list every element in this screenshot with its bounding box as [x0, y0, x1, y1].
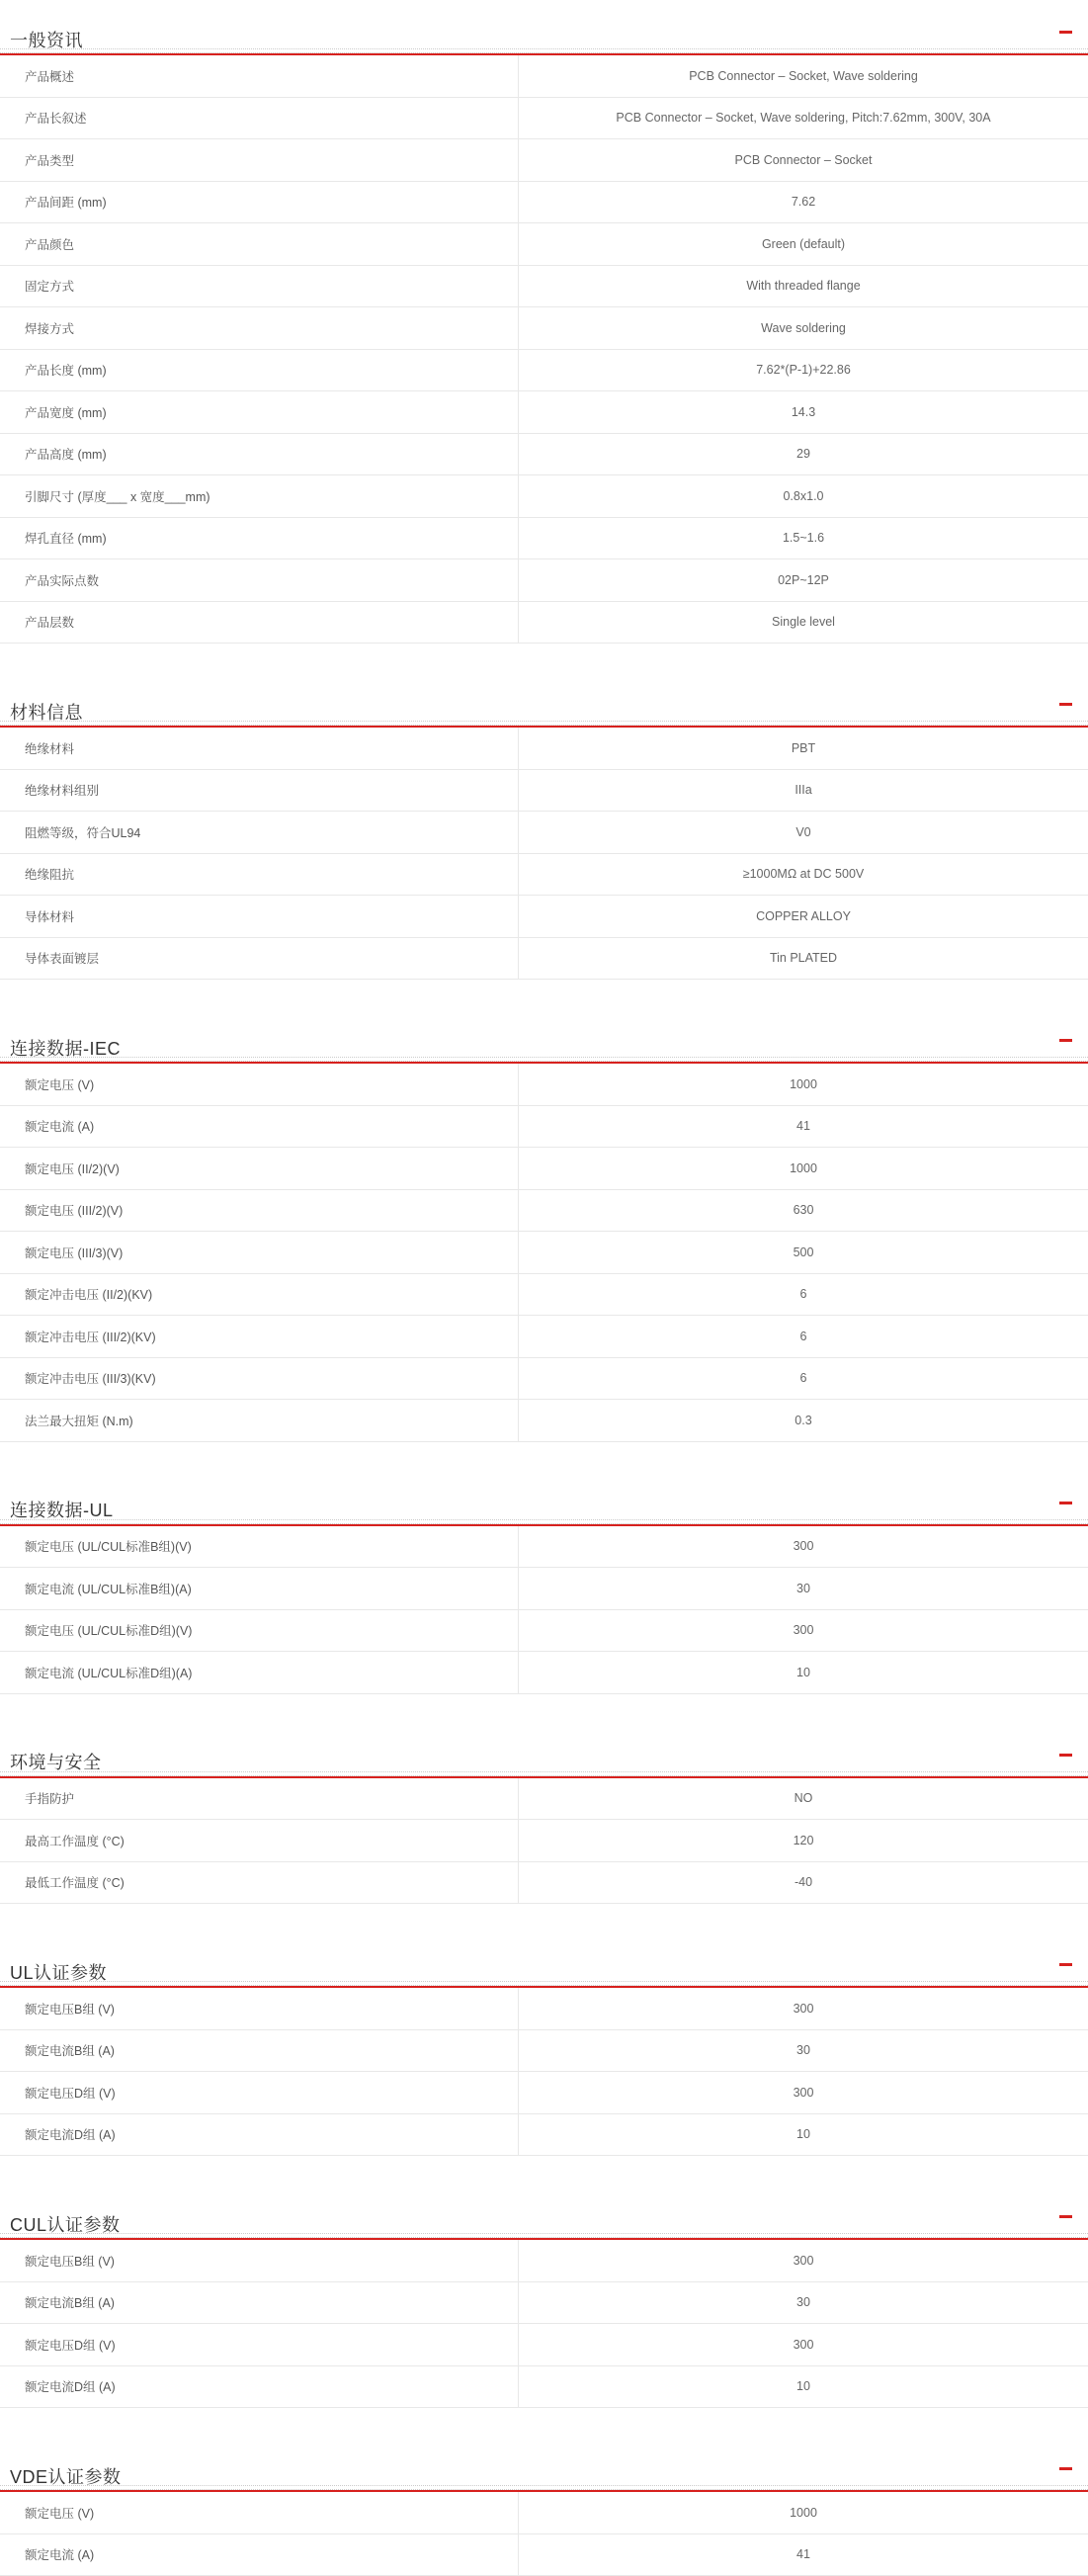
- spec-value: ≥1000MΩ at DC 500V: [742, 867, 865, 882]
- spec-row: [0, 2366, 1088, 2409]
- spec-row: [0, 812, 1088, 854]
- spec-label: 导体材料: [0, 896, 519, 937]
- spec-value: 1000: [790, 1076, 817, 1091]
- spec-label: 额定电压D组 (V): [0, 2072, 519, 2113]
- spec-label: 额定电压 (II/2)(V): [0, 1148, 519, 1189]
- spec-table: [0, 728, 1088, 980]
- spec-value: NO: [794, 1791, 813, 1806]
- spec-value: 300: [793, 2253, 814, 2268]
- spec-row: [0, 1568, 1088, 1610]
- spec-row: [0, 2282, 1088, 2325]
- section-header: [0, 1015, 1088, 1057]
- spec-row: [0, 1232, 1088, 1274]
- spec-section-general-info: [0, 7, 1088, 644]
- spec-label: 最高工作温度 (°C): [0, 1820, 519, 1861]
- spec-label: 额定冲击电压 (II/2)(KV): [0, 1274, 519, 1316]
- spec-row: [0, 518, 1088, 560]
- spec-value: 300: [793, 2001, 814, 2016]
- spec-row: [0, 266, 1088, 308]
- spec-row: [0, 1820, 1088, 1862]
- section-header: [0, 1730, 1088, 1771]
- spec-value: COPPER ALLOY: [756, 908, 851, 923]
- spec-row: [0, 350, 1088, 392]
- spec-value: 300: [793, 2085, 814, 2100]
- spec-section-cul-cert-params: [0, 2191, 1088, 2408]
- spec-value: 02P~12P: [778, 572, 829, 587]
- spec-section-connection-data-ul: [0, 1478, 1088, 1694]
- spec-value: 0.3: [795, 1413, 812, 1427]
- spec-label: 引脚尺寸 (厚度___ x 宽度___mm): [0, 475, 519, 517]
- spec-label: 额定电压 (V): [0, 2492, 519, 2533]
- spec-row: [0, 1778, 1088, 1821]
- spec-label: 绝缘阻抗: [0, 854, 519, 896]
- spec-label: 额定冲击电压 (III/2)(KV): [0, 1316, 519, 1357]
- section-title: 材料信息: [10, 702, 83, 723]
- spec-label: 额定电压 (V): [0, 1064, 519, 1105]
- spec-label: 额定电压 (UL/CUL标准B组)(V): [0, 1526, 519, 1568]
- collapse-minus-icon[interactable]: [1059, 1039, 1072, 1042]
- spec-row: [0, 98, 1088, 140]
- spec-row: [0, 1610, 1088, 1653]
- spec-row: [0, 1106, 1088, 1149]
- spec-row: [0, 728, 1088, 770]
- spec-table: [0, 1988, 1088, 2156]
- spec-label: 产品长度 (mm): [0, 350, 519, 391]
- spec-section-vde-cert-params: [0, 2444, 1088, 2576]
- spec-label: 产品类型: [0, 139, 519, 181]
- spec-row: [0, 2030, 1088, 2073]
- spec-row: [0, 1358, 1088, 1401]
- spec-value: Tin PLATED: [769, 951, 838, 966]
- spec-label: 额定电流B组 (A): [0, 2282, 519, 2324]
- spec-row: [0, 896, 1088, 938]
- spec-value: PCB Connector – Socket, Wave soldering: [689, 68, 918, 83]
- spec-row: [0, 223, 1088, 266]
- spec-section-material-info: [0, 679, 1088, 980]
- spec-label: 产品实际点数: [0, 559, 519, 601]
- spec-row: [0, 938, 1088, 981]
- spec-value: Wave soldering: [761, 320, 846, 335]
- spec-table: [0, 55, 1088, 644]
- spec-section-environment-safety: [0, 1730, 1088, 1905]
- spec-label: 焊孔直径 (mm): [0, 518, 519, 559]
- spec-label: 最低工作温度 (°C): [0, 1862, 519, 1904]
- spec-row: [0, 1148, 1088, 1190]
- section-title: 连接数据-IEC: [10, 1038, 121, 1059]
- spec-table: [0, 2492, 1088, 2576]
- spec-value: 300: [793, 1539, 814, 1554]
- spec-label: 额定冲击电压 (III/3)(KV): [0, 1358, 519, 1400]
- spec-label: 焊接方式: [0, 307, 519, 349]
- spec-value: 7.62: [791, 195, 816, 210]
- spec-label: 产品颜色: [0, 223, 519, 265]
- section-header: [0, 1478, 1088, 1519]
- collapse-minus-icon[interactable]: [1059, 2215, 1072, 2218]
- spec-row: [0, 1652, 1088, 1694]
- spec-value: With threaded flange: [746, 279, 861, 294]
- spec-label: 产品长叙述: [0, 98, 519, 139]
- spec-value: 7.62*(P-1)+22.86: [756, 363, 851, 378]
- collapse-minus-icon[interactable]: [1059, 703, 1072, 706]
- spec-label: 额定电流 (UL/CUL标准B组)(A): [0, 1568, 519, 1609]
- spec-label: 额定电流 (A): [0, 2534, 519, 2576]
- spec-row: [0, 1862, 1088, 1905]
- spec-value: -40: [794, 1875, 813, 1890]
- spec-table: [0, 1778, 1088, 1905]
- spec-label: 导体表面镀层: [0, 938, 519, 980]
- collapse-minus-icon[interactable]: [1059, 31, 1072, 34]
- spec-label: 额定电流D组 (A): [0, 2366, 519, 2408]
- spec-row: [0, 854, 1088, 897]
- spec-label: 额定电流 (A): [0, 1106, 519, 1148]
- spec-row: [0, 1190, 1088, 1233]
- spec-row: [0, 182, 1088, 224]
- spec-sections: [0, 7, 1088, 2576]
- spec-value: 6: [799, 1287, 807, 1302]
- section-title: VDE认证参数: [10, 2466, 122, 2487]
- spec-label: 绝缘材料: [0, 728, 519, 769]
- spec-row: [0, 2324, 1088, 2366]
- spec-row: [0, 2114, 1088, 2157]
- spec-label: 产品宽度 (mm): [0, 391, 519, 433]
- spec-label: 产品高度 (mm): [0, 434, 519, 475]
- spec-row: [0, 2240, 1088, 2282]
- section-title: UL认证参数: [10, 1962, 108, 1983]
- spec-label: 产品层数: [0, 602, 519, 644]
- spec-table: [0, 1064, 1088, 1442]
- spec-value: 500: [793, 1245, 814, 1259]
- spec-row: [0, 434, 1088, 476]
- spec-row: [0, 2492, 1088, 2534]
- spec-value: PCB Connector – Socket, Wave soldering, Pitch:7.62mm, 300V, 30A: [616, 111, 991, 126]
- spec-value: 30: [796, 2295, 810, 2310]
- spec-row: [0, 2534, 1088, 2576]
- spec-value: 120: [793, 1833, 814, 1847]
- spec-row: [0, 559, 1088, 602]
- spec-section-ul-cert-params: [0, 1939, 1088, 2156]
- spec-value: PCB Connector – Socket: [734, 152, 873, 167]
- section-header: [0, 679, 1088, 721]
- spec-row: [0, 307, 1088, 350]
- spec-label: 绝缘材料组别: [0, 770, 519, 812]
- spec-value: V0: [795, 824, 811, 839]
- spec-table: [0, 2240, 1088, 2408]
- spec-label: 固定方式: [0, 266, 519, 307]
- spec-value: 41: [796, 2547, 810, 2562]
- spec-row: [0, 1064, 1088, 1106]
- collapse-minus-icon[interactable]: [1059, 1963, 1072, 1966]
- spec-label: 阻燃等级，符合UL94: [0, 812, 519, 853]
- section-title: 一般资讯: [10, 30, 83, 50]
- section-title: CUL认证参数: [10, 2214, 121, 2235]
- spec-row: [0, 475, 1088, 518]
- spec-row: [0, 1316, 1088, 1358]
- spec-row: [0, 391, 1088, 434]
- section-header: [0, 2191, 1088, 2233]
- spec-label: 额定电压D组 (V): [0, 2324, 519, 2365]
- spec-value: 14.3: [791, 404, 816, 419]
- spec-value: 300: [793, 1623, 814, 1638]
- spec-value: IIIa: [795, 783, 812, 798]
- spec-value: 630: [793, 1203, 814, 1218]
- spec-row: [0, 1526, 1088, 1569]
- spec-label: 额定电压B组 (V): [0, 2240, 519, 2281]
- spec-value: 0.8x1.0: [783, 488, 824, 503]
- spec-value: 6: [799, 1371, 807, 1386]
- spec-value: 6: [799, 1329, 807, 1343]
- collapse-minus-icon[interactable]: [1059, 1502, 1072, 1504]
- section-title: 连接数据-UL: [10, 1501, 114, 1521]
- spec-value: 10: [796, 2127, 810, 2142]
- spec-label: 额定电流D组 (A): [0, 2114, 519, 2156]
- spec-value: PBT: [791, 740, 816, 755]
- spec-label: 额定电压B组 (V): [0, 1988, 519, 2029]
- collapse-minus-icon[interactable]: [1059, 2467, 1072, 2470]
- spec-label: 额定电压 (III/2)(V): [0, 1190, 519, 1232]
- spec-label: 产品概述: [0, 55, 519, 97]
- spec-value: 10: [796, 2379, 810, 2394]
- spec-value: 29: [796, 447, 810, 462]
- spec-row: [0, 139, 1088, 182]
- spec-row: [0, 1400, 1088, 1442]
- spec-table: [0, 1526, 1088, 1694]
- spec-value: 1000: [790, 2505, 817, 2520]
- spec-value: 1.5~1.6: [782, 531, 825, 546]
- spec-value: 41: [796, 1119, 810, 1134]
- section-header: [0, 7, 1088, 48]
- spec-section-connection-data-iec: [0, 1015, 1088, 1442]
- spec-label: 额定电流 (UL/CUL标准D组)(A): [0, 1652, 519, 1693]
- spec-row: [0, 2072, 1088, 2114]
- spec-label: 产品间距 (mm): [0, 182, 519, 223]
- spec-row: [0, 1274, 1088, 1317]
- spec-row: [0, 55, 1088, 98]
- spec-label: 额定电压 (III/3)(V): [0, 1232, 519, 1273]
- spec-value: Green (default): [761, 236, 846, 251]
- spec-value: 300: [793, 2337, 814, 2352]
- spec-row: [0, 602, 1088, 644]
- section-header: [0, 2444, 1088, 2485]
- spec-label: 法兰最大扭矩 (N.m): [0, 1400, 519, 1441]
- spec-value: 10: [796, 1665, 810, 1679]
- section-header: [0, 1939, 1088, 1981]
- spec-label: 额定电压 (UL/CUL标准D组)(V): [0, 1610, 519, 1652]
- spec-value: 30: [796, 2043, 810, 2058]
- spec-row: [0, 1988, 1088, 2030]
- section-title: 环境与安全: [10, 1753, 102, 1773]
- spec-value: 30: [796, 1581, 810, 1595]
- spec-row: [0, 770, 1088, 813]
- spec-label: 额定电流B组 (A): [0, 2030, 519, 2072]
- spec-value: Single level: [772, 615, 835, 630]
- spec-label: 手指防护: [0, 1778, 519, 1820]
- collapse-minus-icon[interactable]: [1059, 1754, 1072, 1757]
- spec-value: 1000: [790, 1160, 817, 1175]
